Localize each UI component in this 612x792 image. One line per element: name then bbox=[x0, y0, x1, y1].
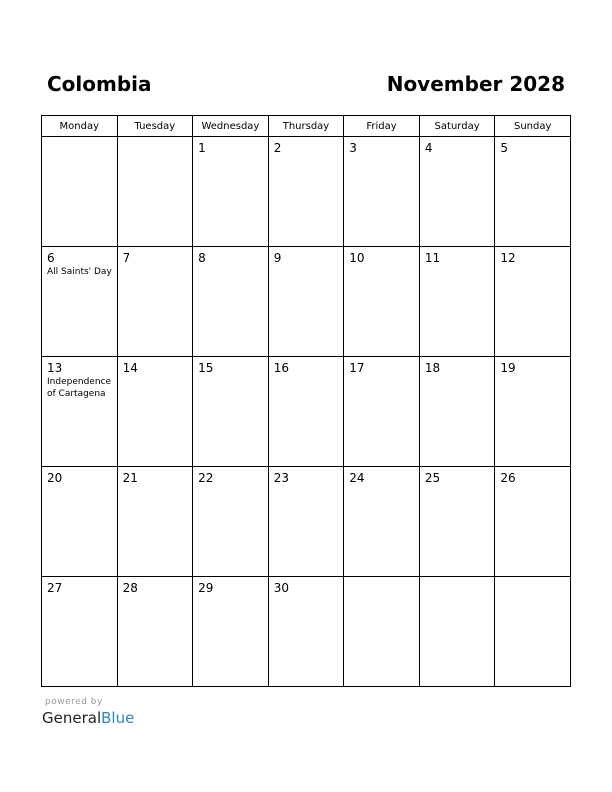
day-cell bbox=[495, 577, 571, 687]
day-cell bbox=[268, 247, 344, 357]
week-row-3 bbox=[42, 357, 571, 467]
day-cell bbox=[193, 137, 269, 247]
powered-by-label: powered by bbox=[45, 697, 103, 707]
day-number: 4 bbox=[424, 141, 433, 155]
brand-text-blue: Blue bbox=[101, 709, 135, 727]
day-number: 20 bbox=[47, 471, 63, 485]
weekday-header-row bbox=[42, 116, 571, 137]
day-cell bbox=[193, 577, 269, 687]
day-number: 23 bbox=[273, 471, 289, 485]
day-number bbox=[420, 577, 495, 581]
week-row-5 bbox=[42, 577, 571, 687]
day-cell bbox=[193, 357, 269, 467]
generalblue-logo[interactable] bbox=[42, 708, 134, 728]
day-number: 19 bbox=[500, 361, 516, 375]
day-number: 11 bbox=[424, 251, 441, 265]
day-number bbox=[42, 137, 117, 141]
weekday-saturday: Saturday bbox=[419, 116, 495, 137]
day-cell bbox=[419, 137, 495, 247]
weekday-tuesday: Tuesday bbox=[117, 116, 193, 137]
week-row-2 bbox=[42, 247, 571, 357]
day-cell bbox=[495, 357, 571, 467]
day-number: 3 bbox=[349, 141, 357, 155]
day-cell bbox=[495, 247, 571, 357]
day-number bbox=[495, 577, 570, 581]
day-number: 27 bbox=[47, 581, 63, 595]
day-cell bbox=[42, 357, 118, 467]
day-number: 18 bbox=[424, 361, 441, 375]
day-cell bbox=[117, 467, 193, 577]
day-number: 7 bbox=[122, 251, 131, 265]
day-cell bbox=[344, 357, 420, 467]
day-number: 21 bbox=[122, 471, 138, 485]
day-number: 17 bbox=[349, 361, 365, 375]
week-row-1 bbox=[42, 137, 571, 247]
weekday-wednesday: Wednesday bbox=[193, 116, 269, 137]
day-number: 29 bbox=[198, 581, 214, 595]
day-number: 30 bbox=[273, 581, 289, 595]
day-cell bbox=[193, 247, 269, 357]
day-cell bbox=[42, 577, 118, 687]
day-cell bbox=[42, 467, 118, 577]
day-cell bbox=[193, 467, 269, 577]
day-cell bbox=[268, 467, 344, 577]
day-cell bbox=[117, 137, 193, 247]
day-number: 1 bbox=[198, 141, 206, 155]
day-number: 25 bbox=[424, 471, 441, 485]
day-cell bbox=[344, 467, 420, 577]
day-number: 6 bbox=[47, 251, 55, 265]
country-title: Colombia bbox=[47, 72, 152, 96]
day-number: 12 bbox=[500, 251, 516, 265]
weekday-monday: Monday bbox=[42, 116, 118, 137]
day-number: 16 bbox=[273, 361, 289, 375]
day-number: 8 bbox=[198, 251, 206, 265]
day-number bbox=[118, 137, 193, 141]
day-number: 24 bbox=[349, 471, 365, 485]
weekday-thursday: Thursday bbox=[268, 116, 344, 137]
day-cell bbox=[117, 247, 193, 357]
weekday-sunday: Sunday bbox=[495, 116, 571, 137]
day-number bbox=[344, 577, 419, 581]
day-cell bbox=[344, 137, 420, 247]
day-number: 10 bbox=[349, 251, 365, 265]
week-row-4 bbox=[42, 467, 571, 577]
day-cell bbox=[419, 247, 495, 357]
day-cell bbox=[495, 137, 571, 247]
day-number: 2 bbox=[273, 141, 282, 155]
month-year-title: November 2028 bbox=[386, 72, 565, 96]
day-cell bbox=[268, 357, 344, 467]
holiday-label: Independence of Cartagena bbox=[47, 377, 112, 399]
day-cell bbox=[344, 247, 420, 357]
day-number: 28 bbox=[122, 581, 138, 595]
day-cell bbox=[42, 247, 118, 357]
day-cell bbox=[419, 467, 495, 577]
day-cell bbox=[268, 577, 344, 687]
day-number: 15 bbox=[198, 361, 214, 375]
day-number: 26 bbox=[500, 471, 516, 485]
day-cell bbox=[117, 357, 193, 467]
day-cell bbox=[419, 577, 495, 687]
day-number: 14 bbox=[122, 361, 138, 375]
day-number: 9 bbox=[273, 251, 282, 265]
day-cell bbox=[495, 467, 571, 577]
weekday-friday: Friday bbox=[344, 116, 420, 137]
day-cell bbox=[42, 137, 118, 247]
brand-text-general: General bbox=[42, 709, 102, 727]
day-cell bbox=[268, 137, 344, 247]
calendar-grid bbox=[41, 115, 571, 687]
day-number: 13 bbox=[47, 361, 63, 375]
day-number: 5 bbox=[500, 141, 509, 155]
day-cell bbox=[117, 577, 193, 687]
holiday-label: All Saints' Day bbox=[47, 267, 112, 277]
day-cell bbox=[344, 577, 420, 687]
day-number: 22 bbox=[198, 471, 214, 485]
day-cell bbox=[419, 357, 495, 467]
